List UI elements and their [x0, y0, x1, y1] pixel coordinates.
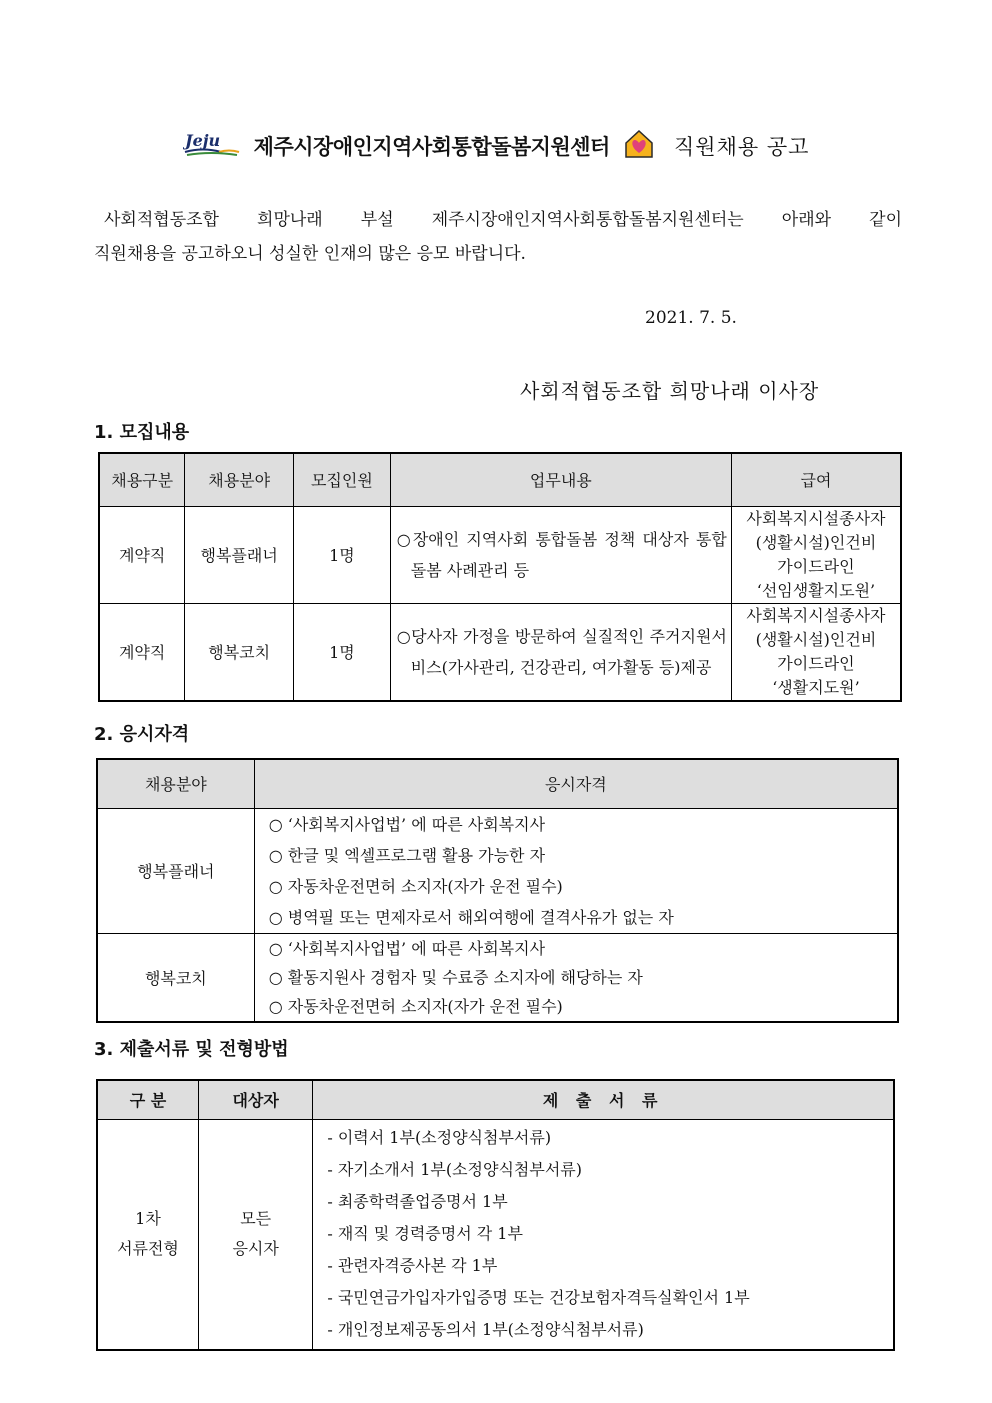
- job-field: 행복코치: [185, 603, 294, 701]
- house-heart-icon: [623, 128, 655, 164]
- list-item: - 자기소개서 1부(소정양식첨부서류): [327, 1160, 582, 1180]
- table-row: [97, 808, 898, 933]
- list-item: ○ 활동지원사 경험자 및 수료증 소지자에 해당하는 자: [268, 967, 643, 987]
- header-cell: 급여: [731, 453, 901, 506]
- list-item: ○ 자동차운전면허 소지자(자가 운전 필수): [268, 996, 563, 1016]
- applicant-target: 모든 응시자: [198, 1119, 312, 1350]
- notice-title: 직원채용 공고: [674, 135, 810, 159]
- list-item: - 관련자격증사본 각 1부: [327, 1256, 498, 1276]
- job-field: 행복플래너: [185, 506, 294, 603]
- header-cell: 대상자: [198, 1080, 312, 1119]
- header-cell: 제 출 서 류: [313, 1080, 894, 1119]
- salary: 사회복지시설종사자 (생활시설)인건비 가이드라인 ‘생활지도원’: [731, 603, 901, 701]
- documents-table: [96, 1079, 895, 1351]
- section3-heading: 3. 제출서류 및 전형방법: [94, 1039, 289, 1060]
- table-row: [97, 1119, 894, 1350]
- header-cell: 업무내용: [390, 453, 731, 506]
- header-cell: 모집인원: [294, 453, 391, 506]
- svg-text:Jeju: Jeju: [184, 131, 220, 150]
- headcount: 1명: [294, 506, 391, 603]
- list-item: ○ ‘사회복지사업법’ 에 따른 사회복지사: [268, 814, 546, 834]
- list-item: ○ ‘사회복지사업법’ 에 따른 사회복지사: [268, 938, 546, 958]
- job-field: 행복플래너: [97, 808, 254, 933]
- list-item: ○ 한글 및 엑셀프로그램 활용 가능한 자: [268, 845, 546, 865]
- employment-type: 계약직: [99, 603, 185, 701]
- list-item: - 개인정보제공동의서 1부(소정양식첨부서류): [327, 1320, 644, 1340]
- qualification-list: [254, 808, 898, 933]
- section2-heading: 2. 응시자격: [94, 724, 190, 745]
- qualification-list: [254, 933, 898, 1022]
- document-list: [313, 1119, 894, 1350]
- header-cell: 채용구분: [99, 453, 185, 506]
- header-cell: 구 분: [97, 1080, 198, 1119]
- list-item: ○ 자동차운전면허 소지자(자가 운전 필수): [268, 876, 563, 896]
- list-item: - 재직 및 경력증명서 각 1부: [327, 1224, 523, 1244]
- document-title: [0, 128, 992, 164]
- header-cell: 채용분야: [185, 453, 294, 506]
- intro-line-1: 사회적협동조합 희망나래 부설 제주시장애인지역사회통합돌봄지원센터는 아래와 같이: [104, 210, 902, 230]
- recruitment-table: [98, 452, 902, 702]
- jeju-logo: [183, 131, 241, 161]
- qualification-table: [96, 758, 899, 1023]
- screening-stage: 1차 서류전형: [97, 1119, 198, 1350]
- section1-heading: 1. 모집내용: [94, 422, 190, 443]
- table-row: [99, 506, 901, 603]
- signer: 사회적협동조합 희망나래 이사장: [520, 379, 820, 403]
- header-cell: 응시자격: [254, 759, 898, 808]
- employment-type: 계약직: [99, 506, 185, 603]
- org-name: 제주시장애인지역사회통합돌봄지원센터: [253, 135, 610, 159]
- notice-date: 2021. 7. 5.: [645, 308, 737, 328]
- salary: 사회복지시설종사자 (생활시설)인건비 가이드라인 ‘선임생활지도원’: [731, 506, 901, 603]
- intro-line-2: 직원채용을 공고하오니 성실한 인재의 많은 응모 바랍니다.: [94, 244, 526, 264]
- job-duty: ○당사자 가정을 방문하여 실질적인 주거지원서비스(가사관리, 건강관리, 여가활동 등)제공: [390, 603, 731, 701]
- table-row: [99, 603, 901, 701]
- job-field: 행복코치: [97, 933, 254, 1022]
- headcount: 1명: [294, 603, 391, 701]
- job-duty: ○장애인 지역사회 통합돌봄 정책 대상자 통합돌봄 사례관리 등: [390, 506, 731, 603]
- table-row: [97, 933, 898, 1022]
- list-item: - 이력서 1부(소정양식첨부서류): [327, 1128, 552, 1148]
- list-item: - 최종학력졸업증명서 1부: [327, 1192, 508, 1212]
- intro-paragraph: [94, 203, 902, 271]
- list-item: ○ 병역필 또는 면제자로서 해외여행에 결격사유가 없는 자: [268, 907, 674, 927]
- header-cell: 채용분야: [97, 759, 254, 808]
- list-item: - 국민연금가입자가입증명 또는 건강보험자격득실확인서 1부: [327, 1288, 750, 1308]
